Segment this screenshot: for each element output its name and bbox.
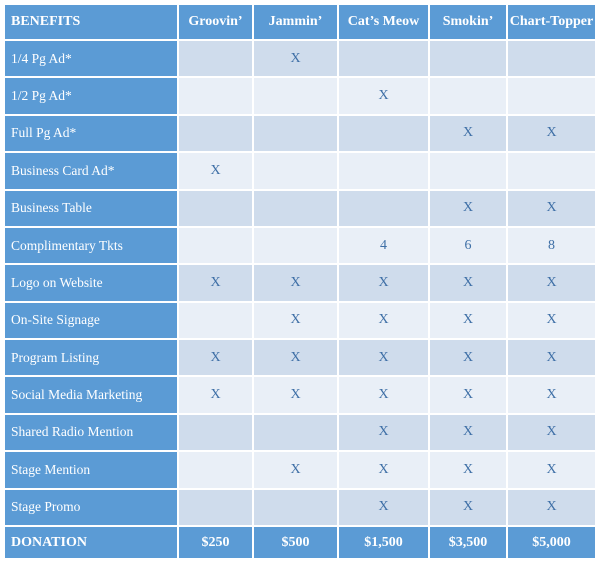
benefit-cell: X: [430, 452, 506, 487]
benefits-rows: [5, 41, 595, 525]
benefit-label: Stage Promo: [5, 490, 177, 526]
benefit-cell: [254, 116, 337, 151]
benefit-cell: [179, 303, 252, 338]
table-row: [5, 78, 595, 113]
table-row: [5, 415, 595, 450]
benefit-label: 1/2 Pg Ad*: [5, 78, 177, 113]
benefit-cell: 6: [430, 228, 506, 263]
donation-amount-jammin: $500: [254, 527, 337, 558]
benefit-cell: X: [508, 303, 595, 338]
table-row: [5, 41, 595, 76]
benefit-cell: [179, 191, 252, 226]
benefit-cell: X: [339, 415, 428, 450]
benefit-cell: X: [430, 340, 506, 375]
benefit-cell: X: [339, 377, 428, 412]
benefit-label: Shared Radio Mention: [5, 415, 177, 450]
table-row: [5, 452, 595, 487]
donation-amount-cats-meow: $1,500: [339, 527, 428, 558]
benefit-cell: [254, 191, 337, 226]
benefits-table: [3, 3, 597, 560]
benefit-cell: [508, 78, 595, 113]
benefit-cell: [508, 153, 595, 188]
donation-amount-smokin: $3,500: [430, 527, 506, 558]
benefit-cell: [179, 41, 252, 76]
benefit-cell: [430, 78, 506, 113]
table-row: [5, 340, 595, 375]
benefit-cell: X: [254, 265, 337, 300]
benefit-cell: X: [430, 303, 506, 338]
benefit-cell: X: [430, 265, 506, 300]
benefit-cell: [179, 490, 252, 526]
benefit-cell: X: [508, 377, 595, 412]
header-row: [5, 5, 595, 39]
donation-amount-chart-topper: $5,000: [508, 527, 595, 558]
benefits-header: BENEFITS: [5, 5, 177, 39]
benefit-cell: [254, 415, 337, 450]
benefit-cell: [339, 116, 428, 151]
benefit-label: Logo on Website: [5, 265, 177, 300]
benefit-label: Social Media Marketing: [5, 377, 177, 412]
benefit-cell: [179, 415, 252, 450]
benefit-cell: [254, 78, 337, 113]
tier-header-smokin: Smokin’: [430, 5, 506, 39]
benefit-cell: [179, 452, 252, 487]
benefit-cell: X: [254, 452, 337, 487]
benefit-cell: X: [430, 116, 506, 151]
benefit-label: On-Site Signage: [5, 303, 177, 338]
benefit-cell: [179, 228, 252, 263]
benefit-cell: X: [508, 116, 595, 151]
benefit-cell: X: [508, 415, 595, 450]
benefit-cell: 8: [508, 228, 595, 263]
benefit-cell: X: [179, 153, 252, 188]
benefit-cell: X: [430, 415, 506, 450]
benefit-cell: X: [508, 490, 595, 526]
table-row: [5, 191, 595, 226]
donation-row: [5, 527, 595, 558]
table-row: [5, 377, 595, 412]
benefit-cell: [254, 490, 337, 526]
tier-header-chart-topper: Chart-Topper: [508, 5, 595, 39]
benefit-cell: X: [254, 340, 337, 375]
benefit-cell: X: [508, 340, 595, 375]
donation-label: DONATION: [5, 527, 177, 558]
table-row: [5, 228, 595, 263]
table-row: [5, 265, 595, 300]
benefit-cell: X: [508, 265, 595, 300]
benefit-cell: X: [508, 452, 595, 487]
benefit-label: 1/4 Pg Ad*: [5, 41, 177, 76]
benefit-cell: [179, 116, 252, 151]
benefit-cell: X: [179, 265, 252, 300]
benefit-cell: X: [339, 490, 428, 526]
table-row: [5, 303, 595, 338]
benefit-cell: X: [430, 377, 506, 412]
table-row: [5, 490, 595, 526]
benefit-label: Business Table: [5, 191, 177, 226]
benefit-cell: [430, 153, 506, 188]
tier-header-groovin: Groovin’: [179, 5, 252, 39]
benefit-label: Complimentary Tkts: [5, 228, 177, 263]
benefit-cell: [339, 153, 428, 188]
benefit-cell: [430, 41, 506, 76]
benefit-cell: X: [179, 340, 252, 375]
benefit-label: Program Listing: [5, 340, 177, 375]
benefit-cell: X: [254, 41, 337, 76]
benefit-cell: X: [254, 377, 337, 412]
tier-header-cats-meow: Cat’s Meow: [339, 5, 428, 39]
benefit-cell: X: [179, 377, 252, 412]
tier-header-jammin: Jammin’: [254, 5, 337, 39]
benefit-cell: X: [430, 191, 506, 226]
benefit-cell: X: [339, 340, 428, 375]
benefit-cell: [339, 41, 428, 76]
benefit-label: Stage Mention: [5, 452, 177, 487]
benefit-label: Full Pg Ad*: [5, 116, 177, 151]
table-row: [5, 153, 595, 188]
benefit-cell: X: [339, 78, 428, 113]
benefit-cell: [179, 78, 252, 113]
benefit-cell: [339, 191, 428, 226]
benefit-cell: X: [508, 191, 595, 226]
benefit-cell: X: [339, 452, 428, 487]
benefit-cell: [508, 41, 595, 76]
benefit-cell: X: [430, 490, 506, 526]
benefit-label: Business Card Ad*: [5, 153, 177, 188]
benefit-cell: 4: [339, 228, 428, 263]
table-row: [5, 116, 595, 151]
benefit-cell: [254, 228, 337, 263]
benefit-cell: X: [339, 265, 428, 300]
benefit-cell: [254, 153, 337, 188]
benefit-cell: X: [339, 303, 428, 338]
donation-amount-groovin: $250: [179, 527, 252, 558]
benefit-cell: X: [254, 303, 337, 338]
